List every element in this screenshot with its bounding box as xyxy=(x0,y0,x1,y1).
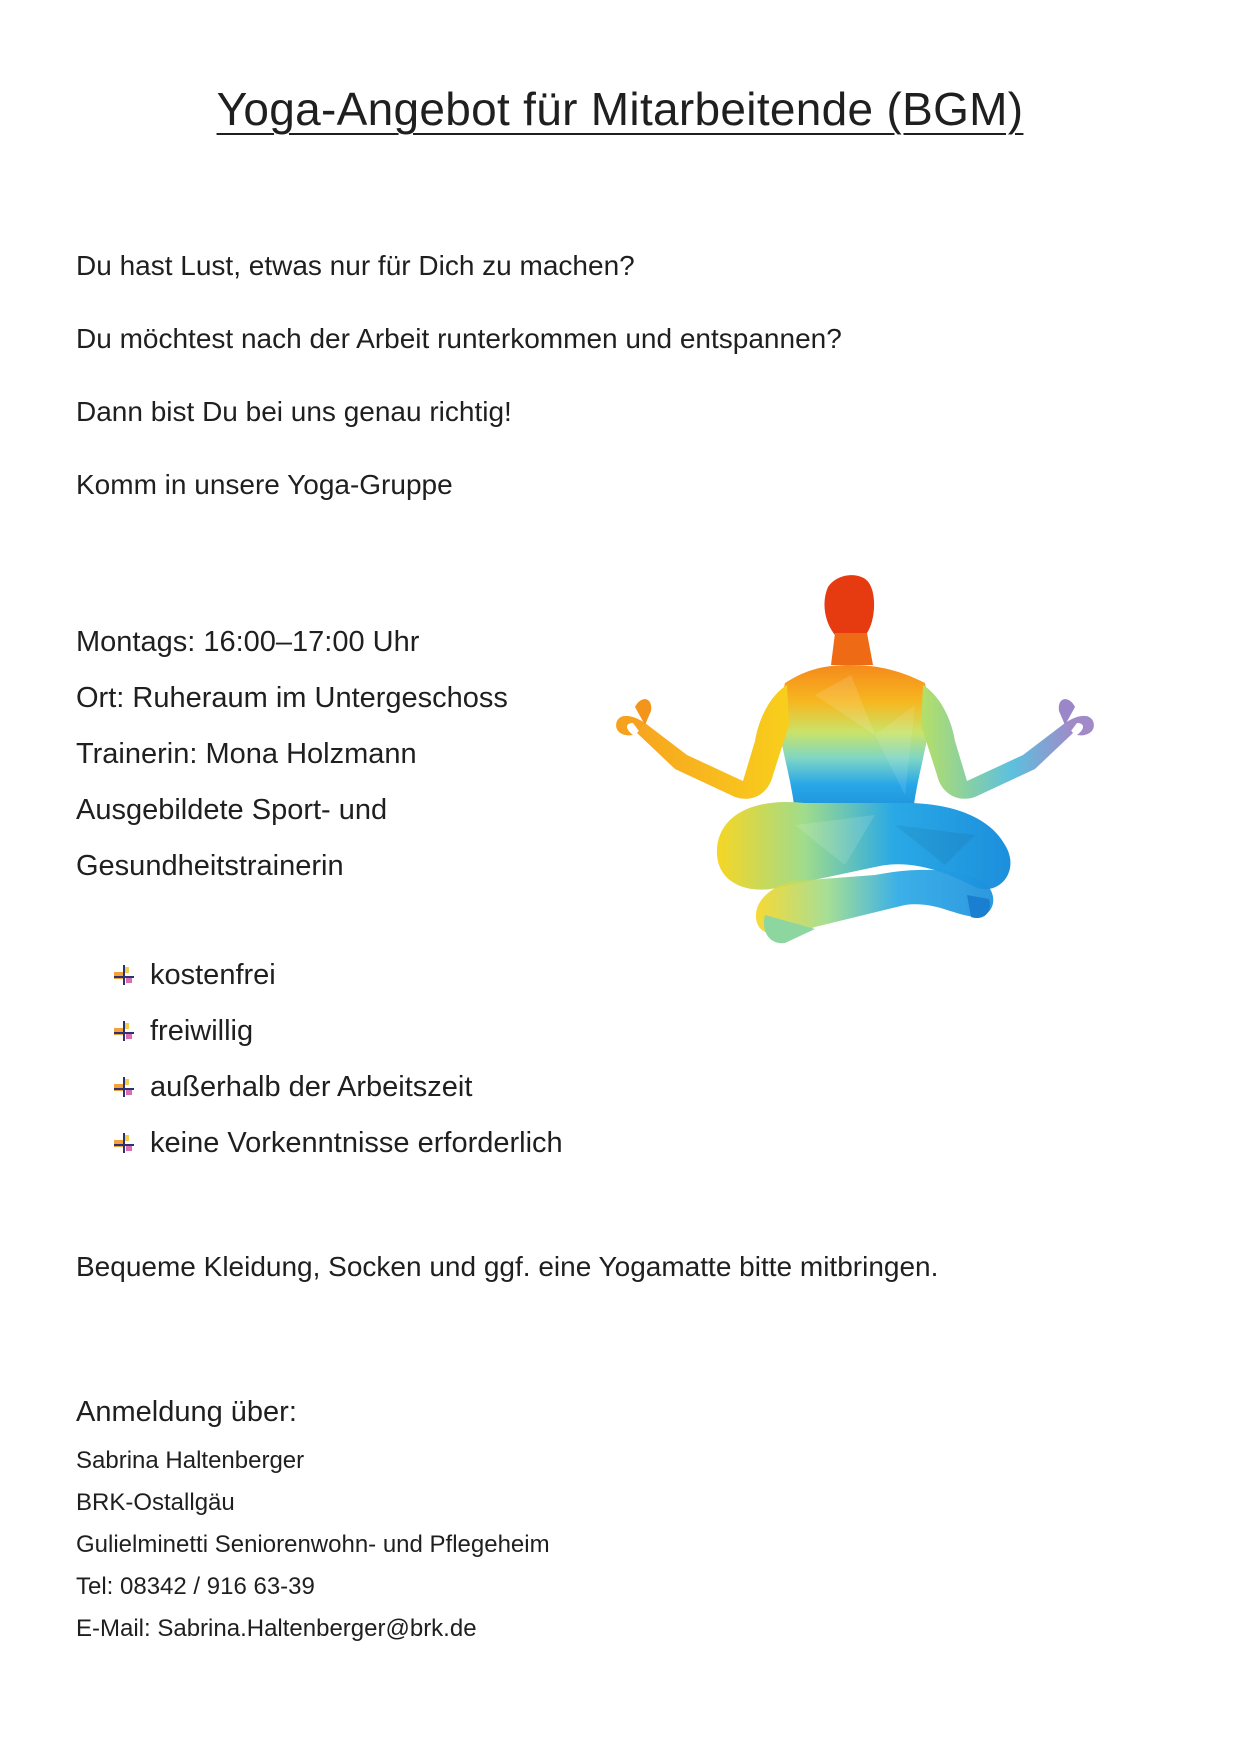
list-item xyxy=(112,1115,563,1171)
trainer-qualification-line-2: Gesundheitstrainerin xyxy=(76,850,344,882)
intro-line-1: Du hast Lust, etwas nur für Dich zu machen? xyxy=(76,250,635,281)
page-title-text: Yoga-Angebot für Mitarbeitende (BGM) xyxy=(216,83,1024,135)
list-item-label: keine Vorkenntnisse erforderlich xyxy=(150,1127,563,1159)
list-item xyxy=(112,1059,563,1115)
contact-phone: Tel: 08342 / 916 63-39 xyxy=(76,1573,315,1600)
intro-line-2: Du möchtest nach der Arbeit runterkommen und entspannen? xyxy=(76,323,842,354)
bring-along-note: Bequeme Kleidung, Socken und ggf. eine Yogamatte bitte mitbringen. xyxy=(76,1251,939,1282)
contact-block xyxy=(76,1440,550,1650)
contact-facility: Gulielminetti Seniorenwohn- und Pflegeheim xyxy=(76,1531,550,1558)
list-item-label: kostenfrei xyxy=(150,959,276,991)
list-item-label: außerhalb der Arbeitszeit xyxy=(150,1071,473,1103)
intro-line-3: Dann bist Du bei uns genau richtig! xyxy=(76,396,512,427)
contact-name: Sabrina Haltenberger xyxy=(76,1447,305,1474)
course-info xyxy=(76,614,508,894)
contact-organization: BRK-Ostallgäu xyxy=(76,1489,235,1516)
trainer-qualification-line-1: Ausgebildete Sport- und xyxy=(76,794,388,826)
cross-bullet-icon xyxy=(112,1019,136,1043)
course-place: Ort: Ruheraum im Untergeschoss xyxy=(76,682,508,714)
intro-line-4: Komm in unsere Yoga-Gruppe xyxy=(76,469,453,500)
course-trainer: Trainerin: Mona Holzmann xyxy=(76,738,417,770)
cross-bullet-icon xyxy=(112,963,136,987)
page-title xyxy=(0,82,1240,136)
contact-email[interactable]: E-Mail: Sabrina.Haltenberger@brk.de xyxy=(76,1615,477,1642)
registration-heading: Anmeldung über: xyxy=(76,1396,297,1428)
course-time: Montags: 16:00–17:00 Uhr xyxy=(76,626,420,658)
cross-bullet-icon xyxy=(112,1075,136,1099)
yoga-meditation-figure-icon xyxy=(575,565,1135,980)
list-item-label: freiwillig xyxy=(150,1015,254,1047)
list-item xyxy=(112,947,563,1003)
list-item xyxy=(112,1003,563,1059)
cross-bullet-icon xyxy=(112,1131,136,1155)
benefits-list xyxy=(112,947,563,1171)
